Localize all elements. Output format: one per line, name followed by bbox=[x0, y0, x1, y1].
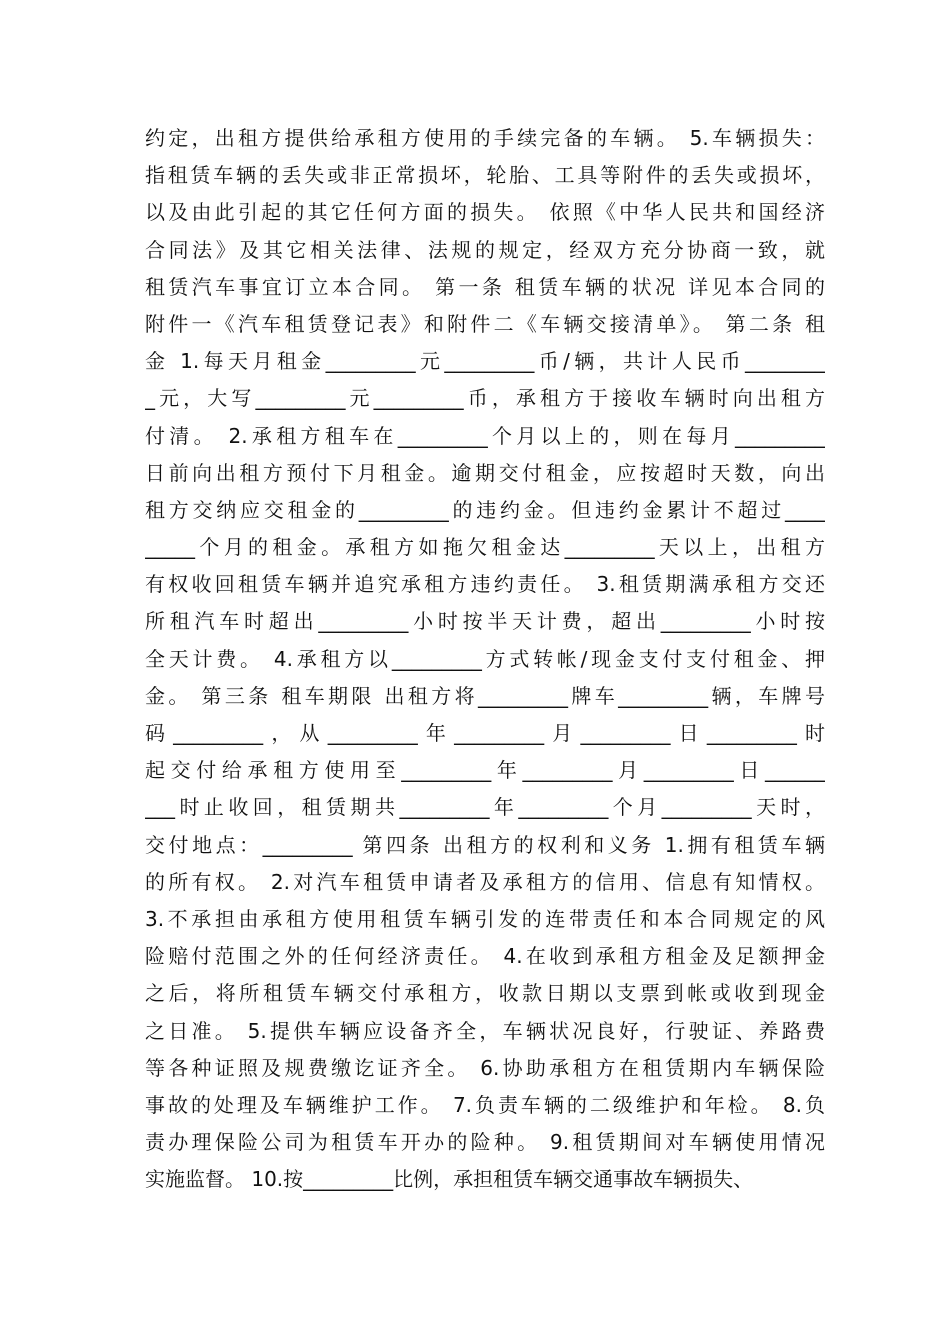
text-line: 实施监督。 10.按_________比例，承担租赁车辆交通事故车辆损失、 bbox=[145, 1167, 754, 1192]
text-line: 租赁汽车事宜订立本合同。 第一条 租赁车辆的状况 详见本合同的 bbox=[145, 274, 825, 299]
text-line: ___时止收回，租赁期共_________年_________个月_________天时， bbox=[145, 795, 825, 820]
text-line: 以及由此引起的其它任何方面的损失。 依照《中华人民共和国经济 bbox=[145, 200, 825, 225]
contract-text bbox=[145, 120, 825, 1198]
text-line: 险赔付范围之外的任何经济责任。 4.在收到承租方租金及足额押金 bbox=[145, 944, 825, 969]
text-line: 等各种证照及规费缴讫证齐全。 6.协助承租方在租赁期内车辆保险 bbox=[145, 1055, 825, 1080]
text-line: 有权收回租赁车辆并追究承租方违约责任。 3.租赁期满承租方交还 bbox=[145, 572, 825, 597]
text-line: 事故的处理及车辆维护工作。 7.负责车辆的二级维护和年检。 8.负 bbox=[145, 1092, 825, 1117]
text-line: 金。 第三条 租车期限 出租方将_________牌车_________辆，车牌号 bbox=[145, 683, 825, 708]
text-line: 约定，出租方提供给承租方使用的手续完备的车辆。 5.车辆损失： bbox=[145, 126, 825, 150]
text-line: 的所有权。 2.对汽车租赁申请者及承租方的信用、信息有知情权。 bbox=[145, 869, 825, 894]
text-line: _元，大写_________元_________币，承租方于接收车辆时向出租方 bbox=[145, 386, 825, 411]
text-line: 所租汽车时超出_________小时按半天计费，超出_________小时按 bbox=[145, 609, 825, 634]
text-line: 日前向出租方预付下月租金。逾期交付租金，应按超时天数，向出 bbox=[145, 460, 825, 485]
text-line: _____个月的租金。承租方如拖欠租金达_________天以上，出租方 bbox=[145, 535, 825, 560]
text-line: 付清。 2.承租方租车在_________个月以上的，则在每月_________ bbox=[145, 423, 825, 448]
text-line: 之后，将所租赁车辆交付承租方，收款日期以支票到帐或收到现金 bbox=[145, 981, 825, 1006]
text-line: 责办理保险公司为租赁车开办的险种。 9.租赁期间对车辆使用情况 bbox=[145, 1130, 825, 1155]
text-line: 起交付给承租方使用至_________年_________月_________日______ bbox=[145, 758, 825, 783]
text-line: 全天计费。 4.承租方以_________方式转帐/现金支付支付租金、押 bbox=[145, 646, 825, 671]
text-line: 码_________，从_________年_________月_________日_________时 bbox=[145, 721, 825, 745]
text-line: 合同法》及其它相关法律、法规的规定，经双方充分协商一致，就 bbox=[145, 237, 825, 262]
text-line: 交付地点：_________ 第四条 出租方的权利和义务 1.拥有租赁车辆 bbox=[145, 832, 825, 857]
text-line: 租方交纳应交租金的_________的违约金。但违约金累计不超过____ bbox=[145, 497, 825, 522]
text-line: 指租赁车辆的丢失或非正常损坏，轮胎、工具等附件的丢失或损坏， bbox=[145, 163, 825, 188]
text-line: 附件一《汽车租赁登记表》和附件二《车辆交接清单》。 第二条 租 bbox=[145, 311, 825, 336]
text-line: 3.不承担由承租方使用租赁车辆引发的连带责任和本合同规定的风 bbox=[145, 906, 825, 931]
text-line: 金 1.每天月租金_________元_________币/辆，共计人民币________ bbox=[145, 349, 825, 374]
text-line: 之日准。 5.提供车辆应设备齐全，车辆状况良好，行驶证、养路费 bbox=[145, 1018, 825, 1043]
